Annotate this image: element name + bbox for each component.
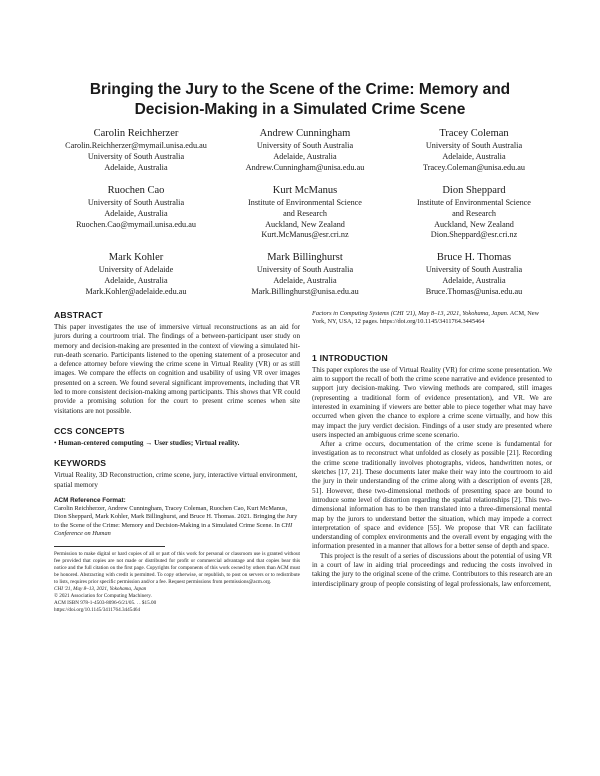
author-location: Adelaide, Australia xyxy=(442,151,506,161)
bullet: • xyxy=(54,438,57,447)
author-affiliation-cont: and Research xyxy=(452,208,496,218)
author xyxy=(224,184,386,251)
author-affiliation: University of South Australia xyxy=(87,151,185,161)
author xyxy=(224,127,386,184)
author-name: Kurt McManus xyxy=(272,185,338,196)
author xyxy=(393,251,555,308)
author-email: Mark.Kohler@adelaide.edu.au xyxy=(85,286,187,296)
author-name: Bruce H. Thomas xyxy=(436,252,512,263)
author-email: Mark.Billinghurst@unisa.edu.au xyxy=(251,286,359,296)
author-location: Auckland, New Zealand xyxy=(265,219,345,229)
author-email: Kurt.McManus@esr.cri.nz xyxy=(261,230,349,240)
author xyxy=(393,127,555,184)
author-location: Adelaide, Australia xyxy=(442,275,506,285)
isbn-line: ACM ISBN 978-1-4503-8096-6/21/05. . . $15.00 xyxy=(54,599,157,606)
author-affiliation: University of South Australia xyxy=(256,141,354,150)
title-line-1: Bringing the Jury to the Scene of the Crime: Memory and xyxy=(89,81,511,98)
ccs-concepts xyxy=(54,439,300,448)
abstract-heading: ABSTRACT xyxy=(54,310,103,320)
author-affiliation: Institute of Environmental Science xyxy=(248,198,362,207)
intro-paragraph-1: This paper explores the use of Virtual Reality (VR) for crime scene presentation. We aim to support the recall of both the crime scene narrative and evidence presented to support jury decision-making. Two viewing methods are compared, still images (representing a traditional form of evidence presentation), and VR. We are interested in examining if viewers are better able to piece together what may have occurred when given the chance to explore a crime scene virtually, and how this may impact the jury verdict decision. Findings of a user study are presented where users inspected an ambiguous crime scene scenario. xyxy=(312,365,552,439)
author-name: Carolin Reichherzer xyxy=(93,128,179,139)
author-row-1 xyxy=(55,127,555,184)
author-row-3 xyxy=(55,251,555,308)
author-name: Andrew Cunningham xyxy=(259,128,351,139)
intro-paragraph-2: After a crime occurs, documentation of the crime scene is fundamental for investigation as to reconstruct what unfolded as closely as possible [21]. Recording the crime scene traditionally involves photographs, videos, handwritten notes, or sketches [17, 21]. These documents later make their way into the courtroom to aid the jury in their understanding of the crime along with a description of events [28, 51]. However, these two-dimensional methods of presenting space are bound to introduce some level of distortion regarding the spatial relationships [2]. This two-dimensional information has to be then translated into a three-dimensional mental map by the jurors to understand better the situation, which may impede a correct interpretation of space and evidence [55]. We propose that VR can facilitate understanding of complex environments and the overall event by engaging with the information presented in a manner that allows for a better sense of depth and space. xyxy=(312,440,552,551)
intro-paragraph-3: This project is the result of a series of discussions about the potential of using VR in a court of law in aiding trial proceedings and reducing the costs involved in taking the jury to the original scene of the crime. Contributors to this research are an interdisciplinary group of people consisting of legal professionals, law enforcement, xyxy=(312,551,552,588)
author-affiliation: University of South Australia xyxy=(87,198,185,207)
conference-info: CHI '21, May 8–13, 2021, Yokohama, Japan xyxy=(54,586,147,593)
ccs-text: Human-centered computing → User studies; Virtual reality. xyxy=(58,438,240,447)
author-affiliation: University of Adelaide xyxy=(98,265,174,274)
author-affiliation: University of South Australia xyxy=(425,265,523,274)
reference-continued xyxy=(312,310,552,327)
author-name: Tracey Coleman xyxy=(439,128,509,139)
author-affiliation-cont: and Research xyxy=(283,208,327,218)
keywords-text: Virtual Reality, 3D Reconstruction, crime scene, jury, interactive virtual environment, spatial memory xyxy=(54,471,298,489)
author-affiliation: Institute of Environmental Science xyxy=(417,198,531,207)
author-affiliation: University of South Australia xyxy=(256,265,354,274)
author-row-2 xyxy=(55,184,555,251)
author-email: Ruochen.Cao@mymail.unisa.edu.au xyxy=(76,219,196,229)
author-location: Adelaide, Australia xyxy=(104,162,168,172)
copyright-line: © 2021 Association for Computing Machinery. xyxy=(54,592,152,599)
author-location: Adelaide, Australia xyxy=(104,208,168,218)
author-location: Adelaide, Australia xyxy=(273,275,337,285)
author-location: Adelaide, Australia xyxy=(273,151,337,161)
acm-reference-text xyxy=(54,505,300,539)
doi-link[interactable]: https://doi.org/10.1145/3411764.3445464 xyxy=(54,606,141,613)
author xyxy=(55,127,217,184)
author-block xyxy=(55,127,555,308)
reference-venue: Factors in Computing Systems (CHI '21), May 8–13, 2021, Yokohama, Japan. xyxy=(312,310,509,317)
footnote-rule xyxy=(54,546,165,547)
reference-rest: ACM, New York, NY, USA, 12 pages. https://doi.org/10.1145/3411764.3445464 xyxy=(312,310,540,326)
author-email: Andrew.Cunningham@unisa.edu.au xyxy=(245,162,365,172)
abstract-text: This paper investigates the use of immersive virtual reconstructions as an aid for jurors during a courtroom trial. The findings of a between-participant user study on memory and decision-making are presented in the context of viewing a simulated hit-run-death scenario. Participants listened to the opening statement of a prosecutor and a defence attorney before viewing the crime scene in Virtual Reality (VR) or as still images. We compare the effects on cognition and usability of using VR over images presented on a screen. We found several significant improvements, including that VR led to more consistent decision-making among participants. This shows that VR could provide a promising solution for the court to present crime scenes when site visitations are not possible. xyxy=(54,323,300,415)
author-affiliation: University of South Australia xyxy=(425,141,523,150)
author-email: Bruce.Thomas@unisa.edu.au xyxy=(425,286,523,296)
right-column xyxy=(312,310,552,589)
acm-reference-body: Carolin Reichherzer, Andrew Cunningham, Tracey Coleman, Ruochen Cao, Kurt McManus, Dion Sheppard, Mark Kohler, Mark Billinghurst, and Bruce H. Thomas. 2021. Bringing the Jury to the Scene of the Crime: Memory and Decision-Making in a Simulated Crime Scene. In xyxy=(54,504,298,529)
author-location: Auckland, New Zealand xyxy=(434,219,514,229)
author-email: Tracey.Coleman@unisa.edu.au xyxy=(423,162,525,172)
author-email: Carolin.Reichherzer@mymail.unisa.edu.au xyxy=(65,141,207,150)
permission-notice: Permission to make digital or hard copies of all or part of this work for personal or classroom use is granted without fee provided that copies are not made or distributed for profit or commercial advantage and that copies bear this notice and the full citation on the first page. Copyrights for components of this work owned by others than ACM must be honored. Abstracting with credit is permitted. To copy otherwise, or republish, to post on servers or to redistribute to lists, requires prior specific permission and/or a fee. Request permissions from permissions@acm.org. xyxy=(54,551,300,586)
ccs-heading: CCS CONCEPTS xyxy=(54,425,125,436)
introduction-heading: 1 INTRODUCTION xyxy=(312,352,388,363)
author xyxy=(393,184,555,251)
author-name: Mark Billinghurst xyxy=(267,252,343,263)
author xyxy=(55,251,217,308)
author-name: Ruochen Cao xyxy=(107,185,165,196)
author-name: Dion Sheppard xyxy=(442,185,506,196)
author-location: Adelaide, Australia xyxy=(104,275,168,285)
author-email: Dion.Sheppard@esr.cri.nz xyxy=(430,230,518,240)
title-line-2: Decision-Making in a Simulated Crime Scene xyxy=(134,101,466,118)
paper-title xyxy=(60,80,540,120)
acm-reference-venue: CHI Conference on Human xyxy=(54,521,293,538)
author xyxy=(224,251,386,308)
left-column xyxy=(54,310,300,614)
author-name: Mark Kohler xyxy=(108,252,164,263)
keywords-heading: KEYWORDS xyxy=(54,458,107,469)
author xyxy=(55,184,217,251)
acm-reference-label: ACM Reference Format: xyxy=(54,496,126,504)
